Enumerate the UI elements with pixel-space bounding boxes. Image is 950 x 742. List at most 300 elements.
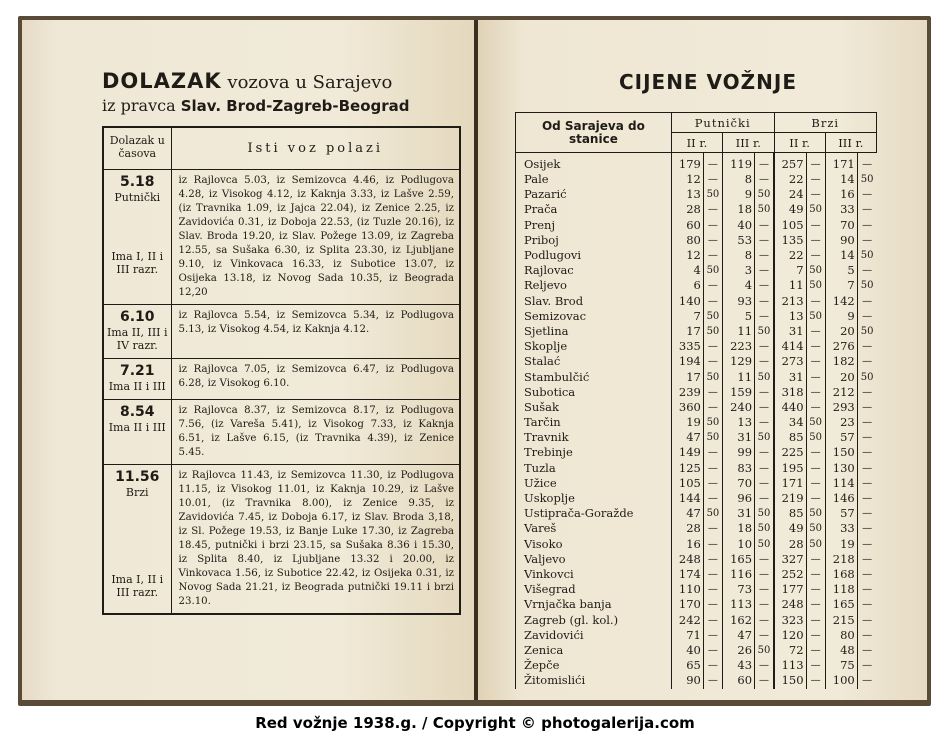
fare-dinar: 179 <box>671 153 703 173</box>
fare-dinar: 219 <box>774 491 806 506</box>
booklet <box>18 16 931 706</box>
fare-dinar: 142 <box>825 294 857 309</box>
fare-dinar: 57 <box>825 506 857 521</box>
fare-para: — <box>857 187 876 202</box>
fare-dinar: 4 <box>723 278 755 293</box>
fare-station: Valjevo <box>516 552 672 567</box>
fare-station: Tarčin <box>516 415 672 430</box>
arrivals-title <box>102 70 472 94</box>
fare-dinar: 14 <box>825 248 857 263</box>
fare-para: — <box>703 552 722 567</box>
fare-dinar: 150 <box>774 673 806 689</box>
fare-para: — <box>806 369 825 384</box>
fare-dinar: 248 <box>774 597 806 612</box>
fare-para: — <box>755 400 774 415</box>
arrival-time-cell <box>103 464 171 614</box>
fare-dinar: 242 <box>671 612 703 627</box>
fare-dinar: 146 <box>825 491 857 506</box>
fare-para: — <box>806 612 825 627</box>
fare-para: — <box>806 582 825 597</box>
fare-para: 50 <box>703 430 722 445</box>
fare-dinar: 257 <box>774 153 806 173</box>
fare-dinar: 22 <box>774 172 806 187</box>
fare-dinar: 90 <box>825 233 857 248</box>
fare-station: Trebinje <box>516 445 672 460</box>
fare-station: Sušak <box>516 400 672 415</box>
fare-dinar: 72 <box>774 643 806 658</box>
fare-dinar: 215 <box>825 612 857 627</box>
fare-para: — <box>703 172 722 187</box>
fare-para: — <box>806 400 825 415</box>
fare-dinar: 100 <box>825 673 857 689</box>
fare-para: — <box>703 673 722 689</box>
arrival-time-cell <box>103 399 171 464</box>
fare-dinar: 168 <box>825 567 857 582</box>
fare-station: Osijek <box>516 153 672 173</box>
fares-header-express-class3: III r. <box>825 133 876 153</box>
fare-para: — <box>857 218 876 233</box>
fare-dinar: 144 <box>671 491 703 506</box>
fare-dinar: 99 <box>723 445 755 460</box>
fare-dinar: 22 <box>774 248 806 263</box>
fare-dinar: 12 <box>671 248 703 263</box>
fare-dinar: 225 <box>774 445 806 460</box>
fares-header-station: Od Sarajeva do stanice <box>516 113 672 153</box>
fare-para: — <box>857 567 876 582</box>
fare-para: — <box>755 278 774 293</box>
arrival-row <box>103 304 460 358</box>
fares-header-passenger-class3: III r. <box>723 133 774 153</box>
fare-row <box>516 218 877 233</box>
fare-row <box>516 294 877 309</box>
fare-para: — <box>857 521 876 536</box>
fare-dinar: 19 <box>825 537 857 552</box>
fare-para: — <box>755 415 774 430</box>
fare-para: — <box>806 218 825 233</box>
fare-dinar: 110 <box>671 582 703 597</box>
arrivals-subtitle <box>102 96 472 116</box>
fare-station: Pazarić <box>516 187 672 202</box>
fare-row <box>516 628 877 643</box>
fare-row <box>516 506 877 521</box>
fare-para: — <box>806 339 825 354</box>
fare-dinar: 113 <box>774 658 806 673</box>
arrivals-subtitle-pre: iz pravca <box>102 96 176 115</box>
fare-dinar: 24 <box>774 187 806 202</box>
arrival-time: 5.18 <box>119 173 155 190</box>
arrivals-table <box>102 126 461 615</box>
fare-dinar: 28 <box>671 521 703 536</box>
fare-row <box>516 172 877 187</box>
fare-para: — <box>755 567 774 582</box>
fare-para: — <box>755 673 774 689</box>
fare-dinar: 171 <box>825 153 857 173</box>
fare-dinar: 171 <box>774 476 806 491</box>
arrival-time: 6.10 <box>119 308 155 325</box>
fare-para: — <box>806 248 825 263</box>
arrivals-header-time: Dolazak u časova <box>103 127 171 169</box>
fare-dinar: 71 <box>671 628 703 643</box>
fare-station: Pale <box>516 172 672 187</box>
fare-dinar: 60 <box>671 218 703 233</box>
fare-para: — <box>755 628 774 643</box>
fare-dinar: 18 <box>723 202 755 217</box>
fare-dinar: 75 <box>825 658 857 673</box>
fare-para: — <box>806 476 825 491</box>
fare-dinar: 14 <box>825 172 857 187</box>
fare-para: — <box>755 385 774 400</box>
fare-row <box>516 385 877 400</box>
fare-para: — <box>703 354 722 369</box>
departure-details: iz Rajlovca 8.37, iz Semizovca 8.17, iz Podlugova 7.56, (iz Vareša 5.41), iz Visokog 7.33, iz Kaknja 6.51, iz Lašve 6.15, (iz Travnika 4.39), iz Zenice 5.45. <box>171 399 460 464</box>
fare-dinar: 70 <box>825 218 857 233</box>
fare-dinar: 49 <box>774 202 806 217</box>
fare-para: — <box>857 658 876 673</box>
fare-para: — <box>755 263 774 278</box>
fare-dinar: 28 <box>671 202 703 217</box>
fare-para: — <box>806 628 825 643</box>
train-type: Brzi <box>125 485 149 499</box>
fare-dinar: 47 <box>723 628 755 643</box>
arrivals-title-rest: vozova u Sarajevo <box>227 72 393 93</box>
fare-dinar: 165 <box>723 552 755 567</box>
fare-dinar: 31 <box>723 506 755 521</box>
fare-para: — <box>755 294 774 309</box>
fare-dinar: 194 <box>671 354 703 369</box>
fare-para: 50 <box>703 263 722 278</box>
fare-dinar: 7 <box>671 309 703 324</box>
fare-station: Prača <box>516 202 672 217</box>
fare-para: 50 <box>755 643 774 658</box>
fares-header-express: Brzi <box>774 113 877 133</box>
fare-para: 50 <box>857 324 876 339</box>
fare-para: — <box>857 153 876 173</box>
fare-para: 50 <box>806 415 825 430</box>
fare-dinar: 31 <box>774 369 806 384</box>
fare-station: Subotica <box>516 385 672 400</box>
fare-row <box>516 187 877 202</box>
fare-dinar: 60 <box>723 673 755 689</box>
fare-dinar: 170 <box>671 597 703 612</box>
fare-para: — <box>806 354 825 369</box>
arrival-row <box>103 464 460 614</box>
arrivals-header-departs: Isti voz polazi <box>171 127 460 169</box>
fare-dinar: 47 <box>671 506 703 521</box>
fare-para: — <box>806 491 825 506</box>
fare-dinar: 118 <box>825 582 857 597</box>
train-type: Putnički <box>114 190 161 204</box>
fare-station: Rajlovac <box>516 263 672 278</box>
fare-row <box>516 476 877 491</box>
fare-dinar: 4 <box>671 263 703 278</box>
fare-para: — <box>806 445 825 460</box>
fare-dinar: 11 <box>723 324 755 339</box>
fare-para: — <box>806 172 825 187</box>
fare-dinar: 48 <box>825 643 857 658</box>
fare-para: — <box>703 400 722 415</box>
copyright-caption: Red vožnje 1938.g. / Copyright © photogalerija.com <box>255 714 695 732</box>
fare-dinar: 16 <box>671 537 703 552</box>
fare-row <box>516 309 877 324</box>
train-classes: Ima II i III <box>108 379 166 393</box>
departure-details: iz Rajlovca 5.54, iz Semizovca 5.34, iz Podlugova 5.13, iz Visokog 4.54, iz Kaknja 4.12. <box>171 304 460 358</box>
fare-dinar: 174 <box>671 567 703 582</box>
fare-para: — <box>806 233 825 248</box>
fare-para: — <box>755 552 774 567</box>
fare-dinar: 113 <box>723 597 755 612</box>
fare-para: — <box>857 537 876 552</box>
fare-row <box>516 400 877 415</box>
fare-para: 50 <box>755 202 774 217</box>
fare-row <box>516 263 877 278</box>
fare-para: 50 <box>755 506 774 521</box>
arrival-time: 11.56 <box>115 468 160 485</box>
fare-station: Skoplje <box>516 339 672 354</box>
fare-station: Vrnjačka banja <box>516 597 672 612</box>
fare-para: 50 <box>755 537 774 552</box>
fare-dinar: 7 <box>825 278 857 293</box>
fare-para: — <box>806 552 825 567</box>
fare-para: — <box>806 294 825 309</box>
fare-dinar: 239 <box>671 385 703 400</box>
fare-dinar: 13 <box>723 415 755 430</box>
fare-dinar: 318 <box>774 385 806 400</box>
fare-para: — <box>857 612 876 627</box>
fare-dinar: 11 <box>723 369 755 384</box>
fare-station: Visoko <box>516 537 672 552</box>
fare-dinar: 33 <box>825 202 857 217</box>
fare-para: — <box>857 582 876 597</box>
fare-dinar: 90 <box>671 673 703 689</box>
fare-para: — <box>755 248 774 263</box>
fare-para: 50 <box>806 430 825 445</box>
fare-dinar: 17 <box>671 324 703 339</box>
fare-dinar: 140 <box>671 294 703 309</box>
fare-station: Zavidovići <box>516 628 672 643</box>
fare-dinar: 40 <box>723 218 755 233</box>
fare-dinar: 96 <box>723 491 755 506</box>
fare-row <box>516 354 877 369</box>
fare-dinar: 119 <box>723 153 755 173</box>
fare-para: — <box>755 476 774 491</box>
fare-station: Travnik <box>516 430 672 445</box>
fare-station: Semizovac <box>516 309 672 324</box>
fare-para: 50 <box>703 369 722 384</box>
fare-station: Višegrad <box>516 582 672 597</box>
fare-station: Vareš <box>516 521 672 536</box>
fare-para: — <box>857 445 876 460</box>
arrival-time: 7.21 <box>119 362 155 379</box>
fare-para: — <box>857 628 876 643</box>
departure-details: iz Rajlovca 5.03, iz Semizovca 4.46, iz Podlugova 4.28, iz Visokog 4.12, iz Kaknja 3.33, iz Lašve 2.59, (iz Travnika 1.09, iz Jajca 22.04), iz Zenice 2.25, iz Zavidovića 0.31, iz Doboja 22.53, (iz Tuzle 20.16), iz Slav. Broda 19.20, iz Slav. Požege 13.09, iz Zagreba 12.55, sa Sušaka 6.30, iz Splita 23.30, iz Ljubljane 9.10, iz Vinkovaca 16.33, iz Subotice 13.07, iz Osijeka 13.18, iz Novog Sada 10.35, iz Beograda 12,20 <box>171 169 460 304</box>
fare-para: 50 <box>857 172 876 187</box>
fare-para: — <box>806 324 825 339</box>
fare-station: Reljevo <box>516 278 672 293</box>
fare-para: 50 <box>857 278 876 293</box>
fare-row <box>516 339 877 354</box>
fare-dinar: 20 <box>825 324 857 339</box>
fare-dinar: 47 <box>671 430 703 445</box>
fare-para: — <box>703 461 722 476</box>
fare-para: — <box>857 673 876 689</box>
fare-station: Vinkovci <box>516 567 672 582</box>
fare-para: — <box>806 187 825 202</box>
fare-para: 50 <box>806 202 825 217</box>
fare-dinar: 16 <box>825 187 857 202</box>
fare-para: — <box>703 202 722 217</box>
fare-para: 50 <box>755 187 774 202</box>
arrival-time-cell <box>103 358 171 399</box>
fare-dinar: 19 <box>671 415 703 430</box>
fare-para: — <box>703 628 722 643</box>
fare-row <box>516 430 877 445</box>
fare-station: Uskoplje <box>516 491 672 506</box>
fare-row <box>516 643 877 658</box>
train-classes: Ima I, II i III razr. <box>111 249 164 276</box>
fare-row <box>516 597 877 612</box>
fare-dinar: 223 <box>723 339 755 354</box>
fare-dinar: 150 <box>825 445 857 460</box>
fare-para: — <box>703 612 722 627</box>
fare-dinar: 114 <box>825 476 857 491</box>
fare-dinar: 218 <box>825 552 857 567</box>
fare-dinar: 85 <box>774 506 806 521</box>
fare-row <box>516 369 877 384</box>
fare-para: 50 <box>857 248 876 263</box>
fare-dinar: 105 <box>671 476 703 491</box>
fare-para: 50 <box>703 324 722 339</box>
fare-para: — <box>703 233 722 248</box>
fare-para: — <box>703 567 722 582</box>
fare-para: — <box>857 415 876 430</box>
fare-row <box>516 153 877 173</box>
departure-details: iz Rajlovca 11.43, iz Semizovca 11.30, iz Podlugova 11.15, iz Visokog 11.01, iz Kaknja 10.29, iz Lašve 10.01, (iz Travnika 8.00), iz Zenice 9.35, iz Zavidovića 7.45, iz Doboja 6.17, iz Slav. Broda 3,18, iz Sl. Požege 19.53, iz Banje Luke 17.30, iz Zagreba 18.45, putnički i brzi 23.15, sa Sušaka 8.36 i 15.30, iz Splita 8.40, iz Ljubljane 13.32 i 20.00, iz Vinkovaca 1.56, iz Subotice 22.42, iz Osijeka 0.31, iz Novog Sada 21.21, iz Beograda putnički 19.11 i brzi 23.10. <box>171 464 460 614</box>
fare-para: 50 <box>755 430 774 445</box>
fare-para: 50 <box>755 324 774 339</box>
fare-row <box>516 612 877 627</box>
fare-para: — <box>806 153 825 173</box>
fare-dinar: 5 <box>723 309 755 324</box>
fare-para: — <box>755 491 774 506</box>
fare-para: — <box>755 218 774 233</box>
fare-para: — <box>755 445 774 460</box>
fare-para: 50 <box>806 521 825 536</box>
fare-station: Tuzla <box>516 461 672 476</box>
fare-row <box>516 537 877 552</box>
fare-para: — <box>755 172 774 187</box>
fare-para: — <box>703 445 722 460</box>
fares-table <box>515 112 877 689</box>
arrival-row <box>103 399 460 464</box>
fare-row <box>516 324 877 339</box>
fare-row <box>516 278 877 293</box>
fares-body <box>516 153 877 689</box>
train-classes: Ima II, III i IV razr. <box>106 325 168 352</box>
fare-para: — <box>703 339 722 354</box>
fare-para: — <box>857 597 876 612</box>
fare-para: — <box>703 537 722 552</box>
fare-para: — <box>703 643 722 658</box>
fares-header-express-class2: II r. <box>774 133 825 153</box>
fare-dinar: 23 <box>825 415 857 430</box>
fare-dinar: 105 <box>774 218 806 233</box>
fare-dinar: 53 <box>723 233 755 248</box>
fare-para: — <box>703 521 722 536</box>
fare-para: 50 <box>806 263 825 278</box>
fare-dinar: 49 <box>774 521 806 536</box>
fare-para: — <box>703 491 722 506</box>
right-page <box>478 20 927 700</box>
fare-dinar: 252 <box>774 567 806 582</box>
fare-para: 50 <box>703 506 722 521</box>
fare-dinar: 360 <box>671 400 703 415</box>
fare-dinar: 12 <box>671 172 703 187</box>
fare-para: — <box>703 218 722 233</box>
fare-station: Žitomislići <box>516 673 672 689</box>
fare-para: — <box>857 339 876 354</box>
fare-dinar: 177 <box>774 582 806 597</box>
fare-dinar: 182 <box>825 354 857 369</box>
fare-para: — <box>857 385 876 400</box>
fare-para: — <box>857 476 876 491</box>
fare-para: — <box>703 153 722 173</box>
fare-row <box>516 202 877 217</box>
arrival-row <box>103 169 460 304</box>
fare-row <box>516 582 877 597</box>
fare-dinar: 85 <box>774 430 806 445</box>
fare-para: — <box>857 309 876 324</box>
fare-dinar: 323 <box>774 612 806 627</box>
fares-header-passenger-class2: II r. <box>671 133 722 153</box>
fare-row <box>516 658 877 673</box>
fare-dinar: 116 <box>723 567 755 582</box>
fare-dinar: 20 <box>825 369 857 384</box>
fare-para: — <box>806 461 825 476</box>
fare-dinar: 129 <box>723 354 755 369</box>
fare-dinar: 130 <box>825 461 857 476</box>
fare-dinar: 327 <box>774 552 806 567</box>
fare-para: — <box>755 461 774 476</box>
fare-para: — <box>857 506 876 521</box>
fare-para: — <box>806 385 825 400</box>
fare-dinar: 33 <box>825 521 857 536</box>
fare-dinar: 335 <box>671 339 703 354</box>
fare-dinar: 9 <box>723 187 755 202</box>
fare-para: — <box>857 552 876 567</box>
fare-para: — <box>857 294 876 309</box>
fare-dinar: 57 <box>825 430 857 445</box>
fare-row <box>516 248 877 263</box>
fare-para: — <box>857 202 876 217</box>
fare-para: — <box>857 461 876 476</box>
fare-station: Priboj <box>516 233 672 248</box>
fare-dinar: 120 <box>774 628 806 643</box>
fare-dinar: 162 <box>723 612 755 627</box>
fare-para: — <box>703 476 722 491</box>
fare-dinar: 276 <box>825 339 857 354</box>
fare-para: 50 <box>857 369 876 384</box>
fare-dinar: 8 <box>723 248 755 263</box>
fare-para: — <box>857 263 876 278</box>
fare-para: 50 <box>806 278 825 293</box>
fare-station: Sjetlina <box>516 324 672 339</box>
fare-para: — <box>806 658 825 673</box>
fare-para: — <box>755 354 774 369</box>
fare-dinar: 13 <box>671 187 703 202</box>
fare-para: — <box>857 643 876 658</box>
arrival-time-cell <box>103 304 171 358</box>
fare-para: — <box>857 354 876 369</box>
